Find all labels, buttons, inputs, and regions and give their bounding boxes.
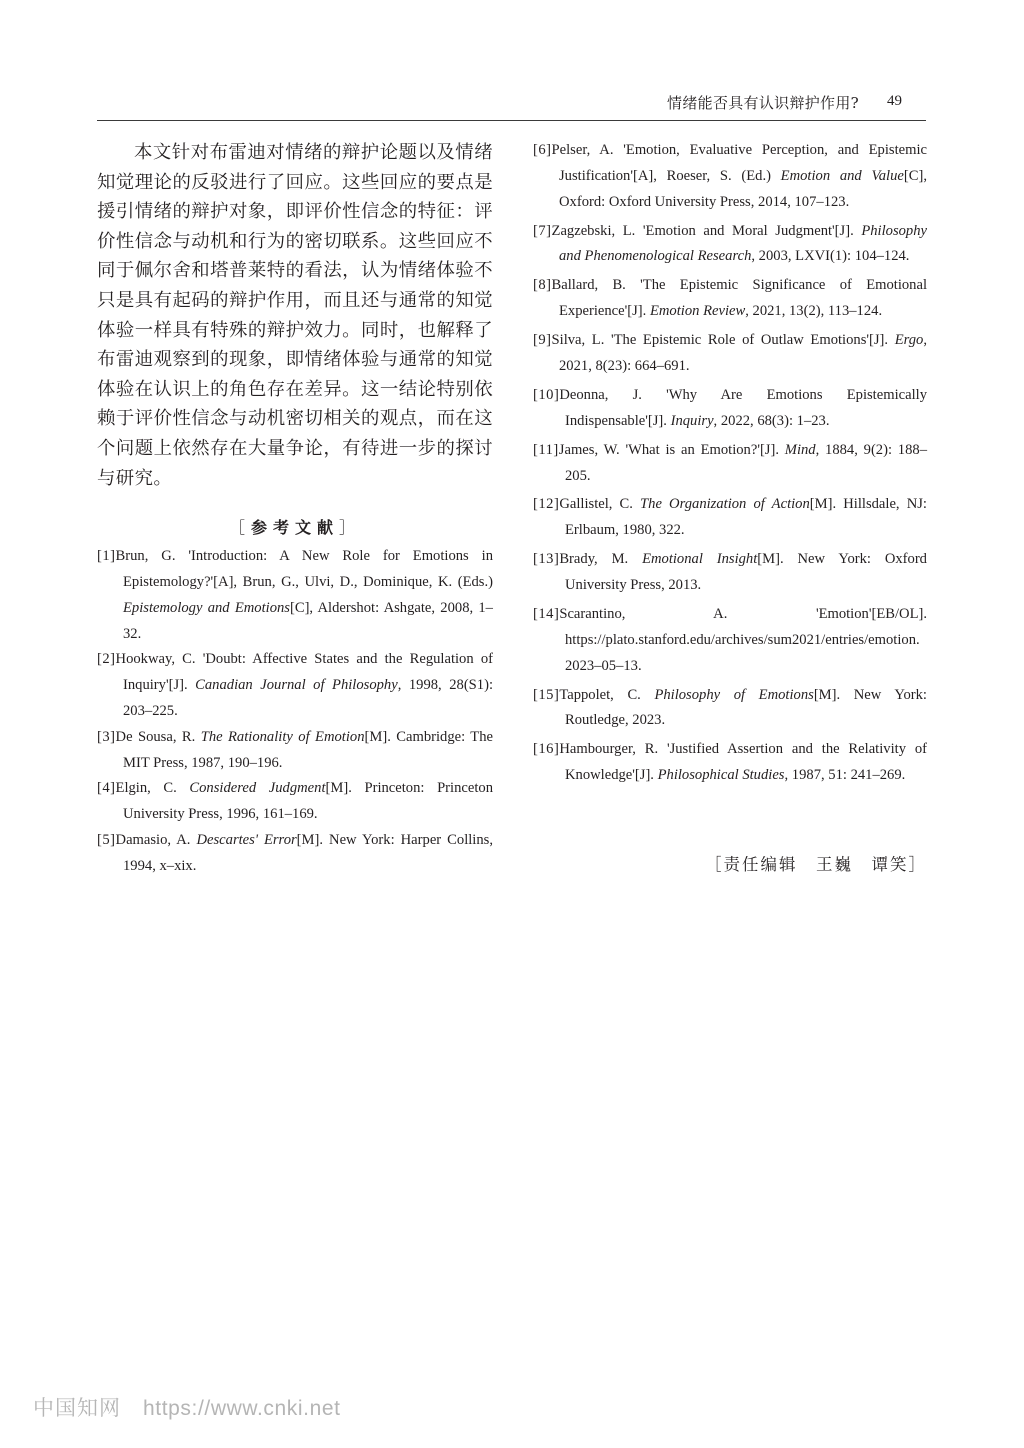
reference-item xyxy=(533,737,927,789)
reference-number: [4] xyxy=(97,780,116,797)
reference-item xyxy=(97,725,493,777)
reference-number: [7] xyxy=(533,222,552,239)
reference-text: Silva, L. 'The Epistemic Role of Outlaw Emotions'[J]. xyxy=(551,332,895,349)
reference-title: The Rationality of Emotion xyxy=(200,728,365,745)
reference-text: Hookway, C. 'Doubt: Affective States and the Regulation of Inquiry'[J]. xyxy=(115,651,493,694)
reference-number: [5] xyxy=(97,831,116,848)
reference-details: , 2022, 68(3): 1–23. xyxy=(713,412,830,429)
reference-details: [C], Oxford: Oxford University Press, 2014, 107–123. xyxy=(559,167,927,210)
reference-title: Philosophy and Phenomenological Research xyxy=(559,222,927,265)
reference-item xyxy=(533,547,927,599)
reference-details: [M]. New York: Harper Collins, 1994, x–xix. xyxy=(123,831,493,874)
reference-title: Mind xyxy=(784,441,816,458)
reference-text: Hambourger, R. 'Justified Assertion and the Relativity of Knowledge'[J]. xyxy=(559,741,927,784)
reference-item xyxy=(97,647,493,724)
reference-number: [9] xyxy=(533,332,552,349)
page-number: 49 xyxy=(887,93,902,109)
reference-details: , 1998, 28(S1): 203–225. xyxy=(123,677,493,719)
reference-text: Damasio, A. xyxy=(115,831,197,848)
reference-number: [16] xyxy=(533,741,560,758)
reference-text: Ballard, B. 'The Epistemic Significance of Emotional Experience'[J]. xyxy=(551,277,927,320)
reference-text: Elgin, C. xyxy=(115,780,190,797)
reference-item xyxy=(97,776,493,828)
reference-title: Ergo xyxy=(894,332,924,349)
reference-number: [13] xyxy=(533,551,560,568)
reference-title: Epistemology and Emotions xyxy=(123,599,290,616)
heading-close-bracket: ］ xyxy=(339,518,362,538)
reference-details: , 1884, 9(2): 188–205. xyxy=(565,441,927,484)
reference-item xyxy=(97,828,493,880)
reference-item xyxy=(533,438,927,490)
running-title: 情绪能否具有认识辩护作用? xyxy=(667,94,859,112)
reference-number: [14] xyxy=(533,606,560,623)
left-column xyxy=(97,138,493,879)
reference-item xyxy=(533,328,927,380)
reference-number: [15] xyxy=(533,686,560,703)
reference-item xyxy=(533,683,927,735)
reference-title: Emotion and Value xyxy=(780,167,904,184)
reference-number: [10] xyxy=(533,386,560,403)
reference-title: The Organization of Action xyxy=(640,496,810,513)
reference-number: [3] xyxy=(97,728,116,745)
reference-text: Tappolet, C. xyxy=(559,686,655,703)
reference-text: Deonna, J. 'Why Are Emotions Epistemically Indispensable'[J]. xyxy=(559,386,927,429)
reference-item xyxy=(533,219,927,271)
reference-item xyxy=(533,138,927,215)
reference-details: [C], Aldershot: Ashgate, 2008, 1–32. xyxy=(123,599,493,642)
references-heading xyxy=(97,515,493,538)
reference-details: , 2021, 8(23): 664–691. xyxy=(559,332,927,374)
reference-text: Brady, M. xyxy=(559,551,643,568)
conclusion-paragraph: 本文针对布雷迪对情绪的辩护论题以及情绪知觉理论的反驳进行了回应。这些回应的要点是援引情绪的辩护对象，即评价性信念的特征：评价性信念与动机和行为的密切联系。这些回应不同于佩尔舍和塔普莱特的看法，认为情绪体验不只是具有起码的辩护作用，而且还与通常的知觉体验一样具有特殊的辩护效力。同时，也解释了布雷迪观察到的现象，即情绪体验与通常的知觉体验在认识上的角色存在差异。这一结论特别依赖于评价性信念与动机密切相关的观点，而在这个问题上依然存在大量争论，有待进一步的探讨与研究。 xyxy=(97,142,493,489)
reference-list-right xyxy=(533,138,927,789)
reference-title: Emotion Review xyxy=(649,303,746,320)
reference-title: Inquiry xyxy=(670,412,714,429)
reference-text: De Sousa, R. xyxy=(115,728,201,745)
reference-number: [12] xyxy=(533,496,560,513)
reference-item xyxy=(97,544,493,647)
reference-item xyxy=(533,273,927,325)
reference-text: Pelser, A. 'Emotion, Evaluative Perception, and Epistemic Justification'[A], Roeser, S. (Ed.) xyxy=(551,142,927,184)
reference-details: , 2021, 13(2), 113–124. xyxy=(745,303,883,320)
reference-list-left xyxy=(97,544,493,879)
reference-text: Zagzebski, L. 'Emotion and Moral Judgment'[J]. xyxy=(551,222,862,239)
cnki-watermark xyxy=(33,1392,341,1422)
reference-item xyxy=(533,492,927,544)
reference-number: [8] xyxy=(533,277,552,294)
reference-title: Philosophical Studies xyxy=(657,767,785,784)
reference-item xyxy=(533,602,927,679)
cnki-url: https://www.cnki.net xyxy=(143,1397,341,1420)
reference-text: Scarantino, A. 'Emotion'[EB/OL]. https://plato.stanford.edu/archives/sum2021/entries/emotion. 2023–05–13. xyxy=(559,606,927,674)
reference-title: Canadian Journal of Philosophy xyxy=(195,677,398,694)
reference-details: [M]. Cambridge: The MIT Press, 1987, 190–196. xyxy=(123,728,493,771)
cnki-logo-text: 中国知网 xyxy=(33,1396,121,1420)
reference-title: Philosophy of Emotions xyxy=(654,686,814,703)
right-column xyxy=(533,138,927,792)
reference-details: [M]. Princeton: Princeton University Press, 1996, 161–169. xyxy=(123,780,493,823)
reference-number: [6] xyxy=(533,142,552,158)
reference-text: Brun, G. 'Introduction: A New Role for Emotions in Epistemology?'[A], Brun, G., Ulvi, D., Dominique, K. (Eds.) xyxy=(115,548,493,590)
reference-number: [2] xyxy=(97,651,116,668)
reference-details: [M]. Hillsdale, NJ: Erlbaum, 1980, 322. xyxy=(565,496,927,539)
reference-number: [1] xyxy=(97,548,116,565)
reference-text: Gallistel, C. xyxy=(559,496,641,513)
reference-title: Emotional Insight xyxy=(642,551,758,568)
references-heading-label: 参考文献 xyxy=(250,518,339,538)
reference-details: [M]. New York: Oxford University Press, 2013. xyxy=(565,551,927,594)
reference-details: [M]. New York: Routledge, 2023. xyxy=(565,686,927,729)
reference-details: , 1987, 51: 241–269. xyxy=(784,767,906,784)
reference-details: , 2003, LXVI(1): 104–124. xyxy=(751,248,910,265)
reference-item xyxy=(533,383,927,435)
reference-title: Considered Judgment xyxy=(189,780,326,797)
heading-open-bracket: ［ xyxy=(228,518,251,538)
reference-number: [11] xyxy=(533,441,559,458)
reference-title: Descartes' Error xyxy=(196,831,297,848)
reference-text: James, W. 'What is an Emotion?'[J]. xyxy=(558,441,785,458)
running-header xyxy=(97,84,926,121)
editor-credit: ［责任编辑 王巍 谭笑］ xyxy=(705,855,927,874)
